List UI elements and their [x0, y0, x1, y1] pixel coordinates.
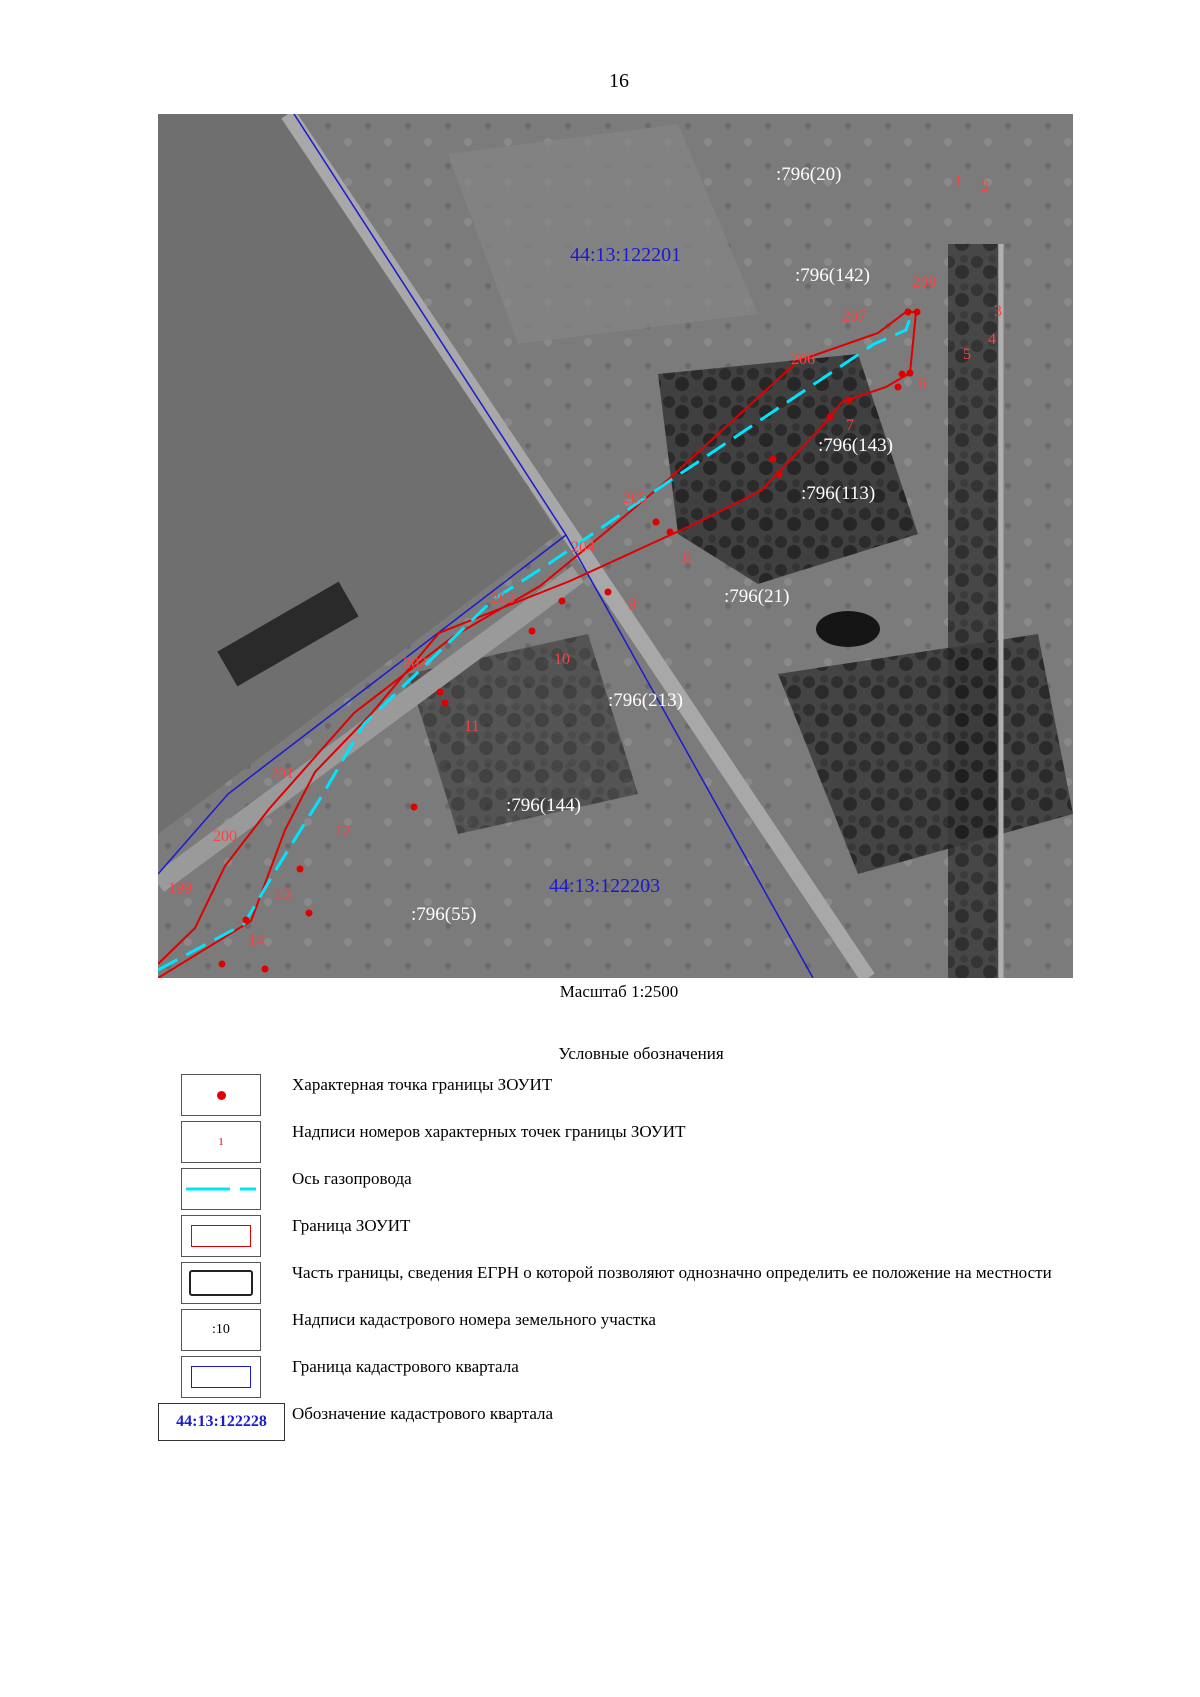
point-label: 201 [270, 765, 294, 782]
point-number-sample: 1 [181, 1121, 261, 1163]
point-label: 7 [846, 417, 854, 434]
cyan-dashed-line-icon [181, 1168, 261, 1210]
point-label: 203 [491, 590, 515, 607]
point-marker [442, 700, 449, 707]
blue-rectangle-icon [181, 1356, 261, 1398]
point-marker [605, 589, 612, 596]
red-rectangle-icon [181, 1215, 261, 1257]
point-label: 14 [248, 932, 264, 949]
point-marker [306, 910, 313, 917]
point-marker [895, 384, 902, 391]
quarter-label: 44:13:122201 [570, 244, 682, 266]
point-marker [262, 966, 269, 973]
point-label: 11 [464, 718, 480, 735]
point-marker [899, 371, 906, 378]
aerial-map [158, 114, 1073, 978]
legend-label: Граница ЗОУИТ [292, 1216, 411, 1235]
map-scale: Масштаб 1:2500 [559, 982, 679, 1001]
quarter-label-sample: 44:13:122228 [158, 1403, 285, 1441]
point-label: 2 [981, 178, 989, 195]
point-marker [667, 529, 674, 536]
point-label: 6 [918, 375, 926, 392]
quarter-label: 44:13:122203 [549, 875, 661, 897]
point-marker [846, 397, 853, 404]
point-marker [529, 628, 536, 635]
point-marker [770, 456, 777, 463]
red-dot-icon [181, 1074, 261, 1116]
parcel-label: :796(21) [724, 586, 790, 607]
legend-label: Надписи номеров характерных точек границы ЗОУИТ [292, 1122, 686, 1141]
black-rectangle-icon [181, 1262, 261, 1304]
point-marker [437, 689, 444, 696]
point-marker [827, 414, 834, 421]
legend-label: Характерная точка границы ЗОУИТ [292, 1075, 553, 1094]
cadastral-number-sample: :10 [181, 1309, 261, 1351]
point-marker [411, 804, 418, 811]
forest-strip-east [948, 244, 998, 978]
parcel-label: :796(113) [801, 483, 876, 504]
parcel-label: :796(144) [506, 795, 581, 816]
legend-label: Надписи кадастрового номера земельного участка [292, 1310, 656, 1329]
legend-label: Обозначение кадастрового квартала [292, 1404, 554, 1423]
parcel-label: :796(55) [411, 904, 477, 925]
point-label: 206 [791, 351, 815, 368]
point-label: 9 [628, 596, 636, 613]
parcel-label: :796(143) [818, 435, 893, 456]
point-label: 4 [988, 331, 996, 348]
parcel-label: :796(142) [795, 265, 870, 286]
point-marker [297, 866, 304, 873]
point-label: 5 [963, 346, 971, 363]
legend-title: Условные обозначения [558, 1044, 724, 1063]
point-marker [559, 598, 566, 605]
point-label: 199 [168, 880, 192, 897]
point-label: 10 [554, 651, 570, 668]
point-marker [914, 309, 921, 316]
point-label: 200 [213, 828, 237, 845]
point-marker [907, 370, 914, 377]
point-label: 207 [842, 308, 866, 325]
legend-label: Ось газопровода [292, 1169, 412, 1188]
point-marker [776, 471, 783, 478]
page-number: 16 [609, 70, 629, 92]
point-label: 3 [994, 303, 1002, 320]
point-label: 13 [275, 886, 291, 903]
parcel-label: :796(20) [776, 164, 842, 185]
point-label: 202 [403, 655, 427, 672]
point-label: 204 [571, 539, 595, 556]
point-marker [243, 917, 250, 924]
legend-label: Граница кадастрового квартала [292, 1357, 519, 1376]
pond [816, 611, 880, 647]
point-marker [653, 519, 660, 526]
point-marker [905, 309, 912, 316]
parcel-label: :796(213) [608, 690, 683, 711]
legend-label: Часть границы, сведения ЕГРН о которой позволяют однозначно определить ее положение на местности [292, 1263, 1052, 1282]
point-marker [219, 961, 226, 968]
point-label: 1 [954, 173, 962, 190]
point-label: 205 [623, 490, 647, 507]
point-label: 8 [683, 550, 691, 567]
point-label: 208 [912, 274, 936, 291]
point-label: 12 [335, 823, 351, 840]
